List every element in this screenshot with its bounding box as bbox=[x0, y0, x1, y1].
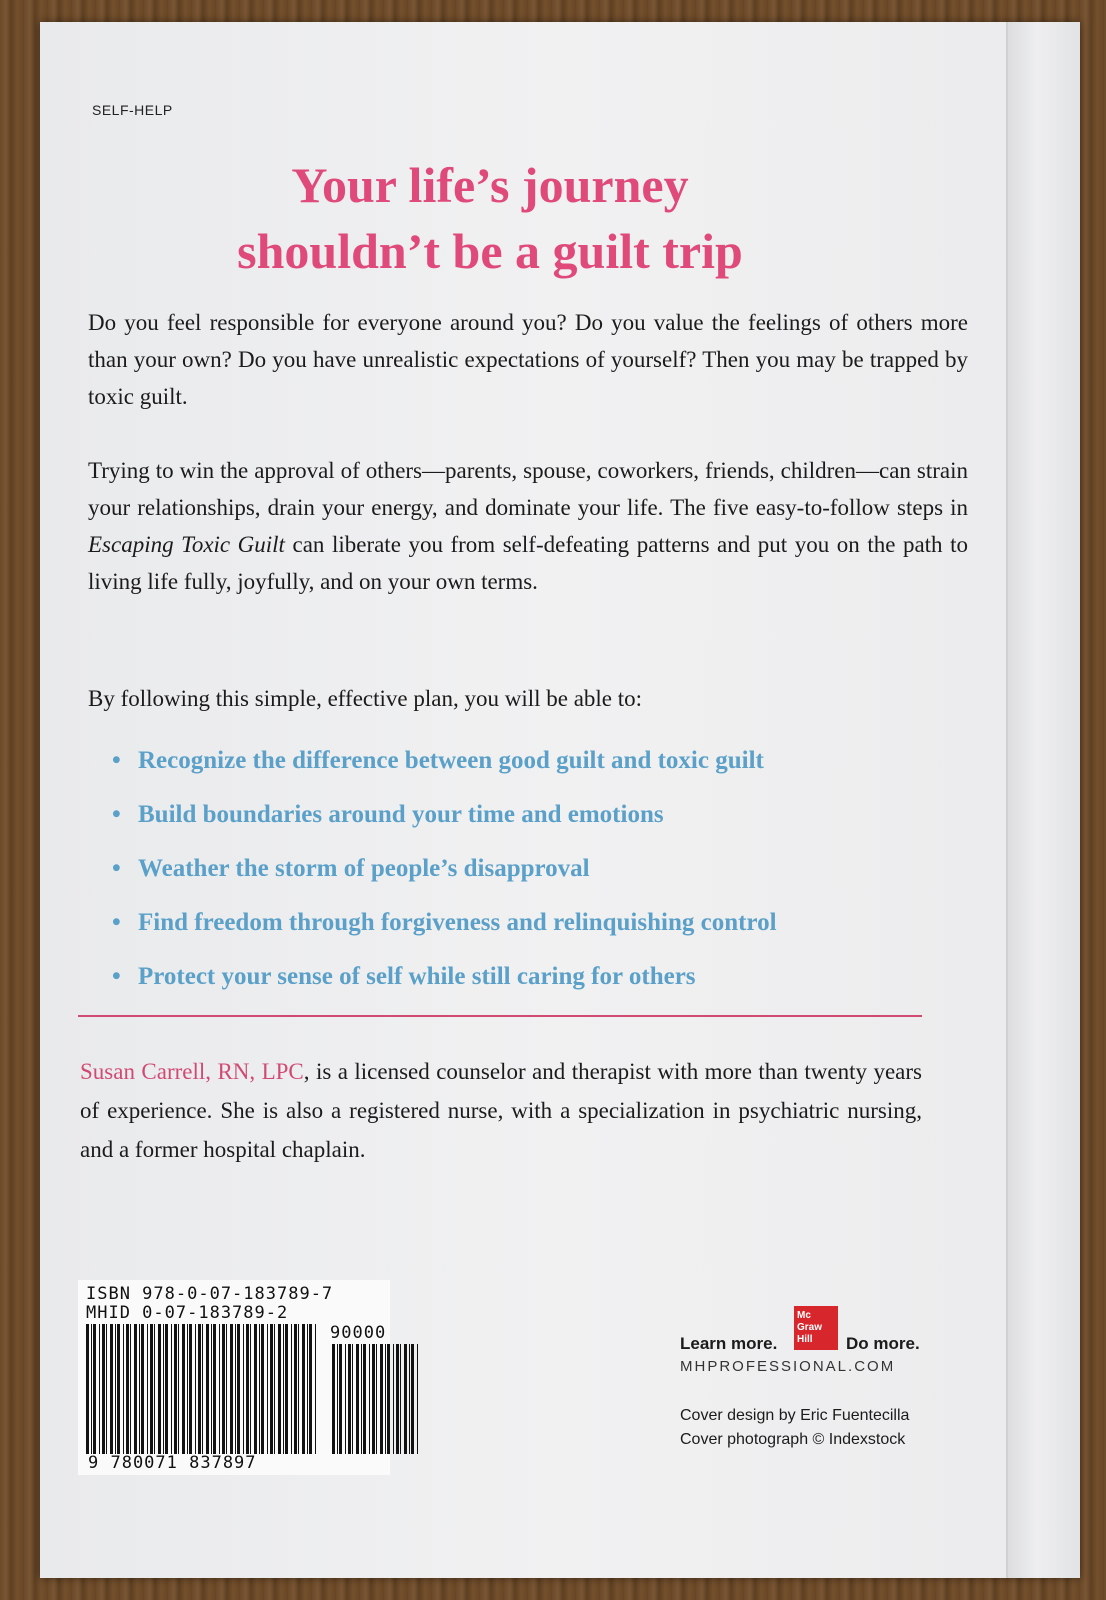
list-item bbox=[112, 896, 972, 950]
barcode-bars-icon bbox=[86, 1324, 320, 1454]
intro-paragraph: Do you feel responsible for everyone around you? Do you value the feelings of others more than your own? Do you have unrealistic expectations of yourself? Then you may be trapped by toxic guilt. bbox=[88, 310, 968, 409]
barcode-addon-bars-icon bbox=[332, 1344, 420, 1454]
description-paragraph bbox=[88, 452, 968, 600]
do-more-text: Do more. bbox=[846, 1334, 920, 1353]
cover-credits bbox=[680, 1404, 909, 1452]
mcgraw-hill-logo bbox=[794, 1306, 838, 1350]
barcode-sticker bbox=[78, 1280, 390, 1475]
description-text-start: Trying to win the approval of others—parents, spouse, coworkers, friends, children—can strain your relationships, drain your energy, and dominate your life. The five easy-to-follow steps in bbox=[88, 458, 968, 520]
logo-line: Hill bbox=[797, 1334, 813, 1345]
bullet-icon: • bbox=[112, 909, 121, 936]
author-bio bbox=[80, 1052, 922, 1169]
logo-line: Graw bbox=[797, 1322, 823, 1333]
learn-more-text: Learn more. bbox=[680, 1334, 778, 1353]
list-item bbox=[112, 950, 972, 1004]
barcode-digits: 9 780071 837897 bbox=[88, 1453, 257, 1473]
headline-line-1: Your life’s journey bbox=[291, 157, 689, 213]
category-label: SELF-HELP bbox=[92, 102, 173, 118]
bullet-icon: • bbox=[112, 855, 121, 882]
description-text-end: can liberate you from self-defeating patterns and put you on the path to living life fully, joyfully, and on your own terms. bbox=[88, 532, 968, 594]
book-back-cover bbox=[40, 22, 1080, 1578]
logo-line: Mc bbox=[797, 1310, 811, 1321]
bullet-icon: • bbox=[112, 963, 121, 990]
bullet-icon: • bbox=[112, 747, 121, 774]
book-spine bbox=[1006, 22, 1080, 1578]
list-item-text: Find freedom through forgiveness and relinquishing control bbox=[138, 909, 777, 936]
benefits-list bbox=[112, 734, 972, 1004]
list-item bbox=[112, 734, 972, 788]
isbn-text: ISBN 978-0-07-183789-7 bbox=[86, 1284, 334, 1304]
list-item-text: Recognize the difference between good guilt and toxic guilt bbox=[138, 747, 764, 774]
section-divider bbox=[78, 1015, 922, 1017]
plan-lead-in: By following this simple, effective plan, you will be able to: bbox=[88, 686, 643, 711]
list-item-text: Protect your sense of self while still caring for others bbox=[138, 963, 696, 990]
list-item bbox=[112, 842, 972, 896]
bullet-icon: • bbox=[112, 801, 121, 828]
publisher-website: MHPROFESSIONAL.COM bbox=[680, 1358, 896, 1375]
mhid-text: MHID 0-07-183789-2 bbox=[86, 1303, 289, 1323]
cover-design-credit: Cover design by Eric Fuentecilla bbox=[680, 1407, 910, 1424]
headline bbox=[80, 152, 900, 284]
author-name: Susan Carrell, RN, LPC bbox=[80, 1059, 304, 1084]
list-item-text: Build boundaries around your time and emotions bbox=[138, 801, 664, 828]
cover-photo-credit: Cover photograph © Indexstock bbox=[680, 1431, 906, 1448]
headline-line-2: shouldn’t be a guilt trip bbox=[237, 223, 743, 279]
list-item bbox=[112, 788, 972, 842]
author-bio-text: , is a licensed counselor and therapist with more than twenty years of experience. She is also a registered nurse, with a specialization in psychiatric nursing, and a former hospital chaplain. bbox=[80, 1059, 922, 1162]
book-title-italic: Escaping Toxic Guilt bbox=[88, 532, 285, 557]
price-code: 90000 bbox=[330, 1323, 387, 1343]
list-item-text: Weather the storm of people’s disapproval bbox=[138, 855, 590, 882]
